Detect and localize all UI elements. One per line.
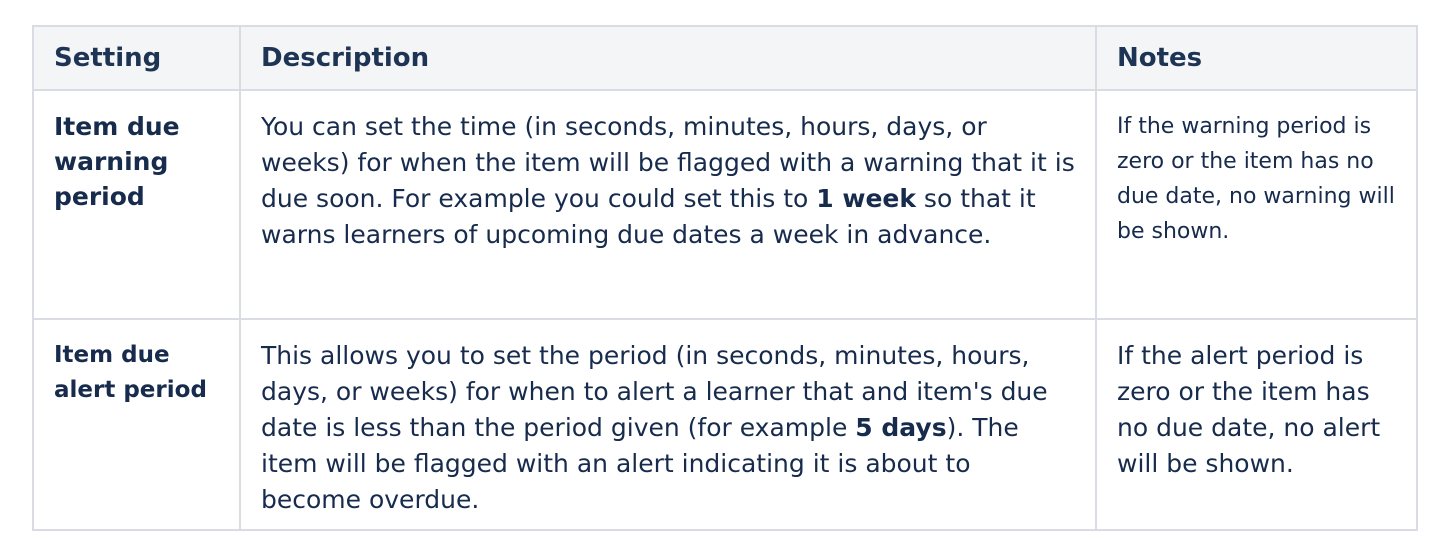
setting-name: Item due alert period (54, 342, 207, 403)
header-setting: Setting (33, 26, 240, 90)
header-row (33, 26, 1417, 90)
setting-cell (33, 90, 240, 319)
table-row (33, 319, 1417, 530)
table-body (33, 90, 1417, 530)
settings-table (32, 25, 1418, 531)
notes-text: If the warning period is zero or the item has no due date, no warning will be shown. (1117, 114, 1395, 244)
description-text: You can set the time (in seconds, minutes, hours, days, or weeks) for when the item will be flagged with a warning that it is due soon. For example you could set this to (261, 112, 1075, 213)
description-text: ). The item will be flagged with an alert indicating it is about to become overdue. (261, 413, 1019, 514)
table-row (33, 90, 1417, 319)
description-cell (240, 90, 1096, 319)
description-emphasis: 1 week (816, 184, 916, 213)
notes-cell (1096, 90, 1417, 319)
header-description: Description (240, 26, 1096, 90)
description-text: so that it warns learners of upcoming due dates a week in advance. (261, 184, 1036, 249)
description-cell (240, 319, 1096, 530)
table-header (33, 26, 1417, 90)
notes-cell (1096, 319, 1417, 530)
setting-name: Item due warning period (54, 112, 180, 211)
description-text: This allows you to set the period (in seconds, minutes, hours, days, or weeks) for when to alert a learner that and item's due date is less than the period given (for example (261, 341, 1048, 442)
notes-text: If the alert period is zero or the item has no due date, no alert will be shown. (1117, 341, 1381, 478)
header-notes: Notes (1096, 26, 1417, 90)
setting-cell (33, 319, 240, 530)
description-emphasis: 5 days (855, 413, 947, 442)
